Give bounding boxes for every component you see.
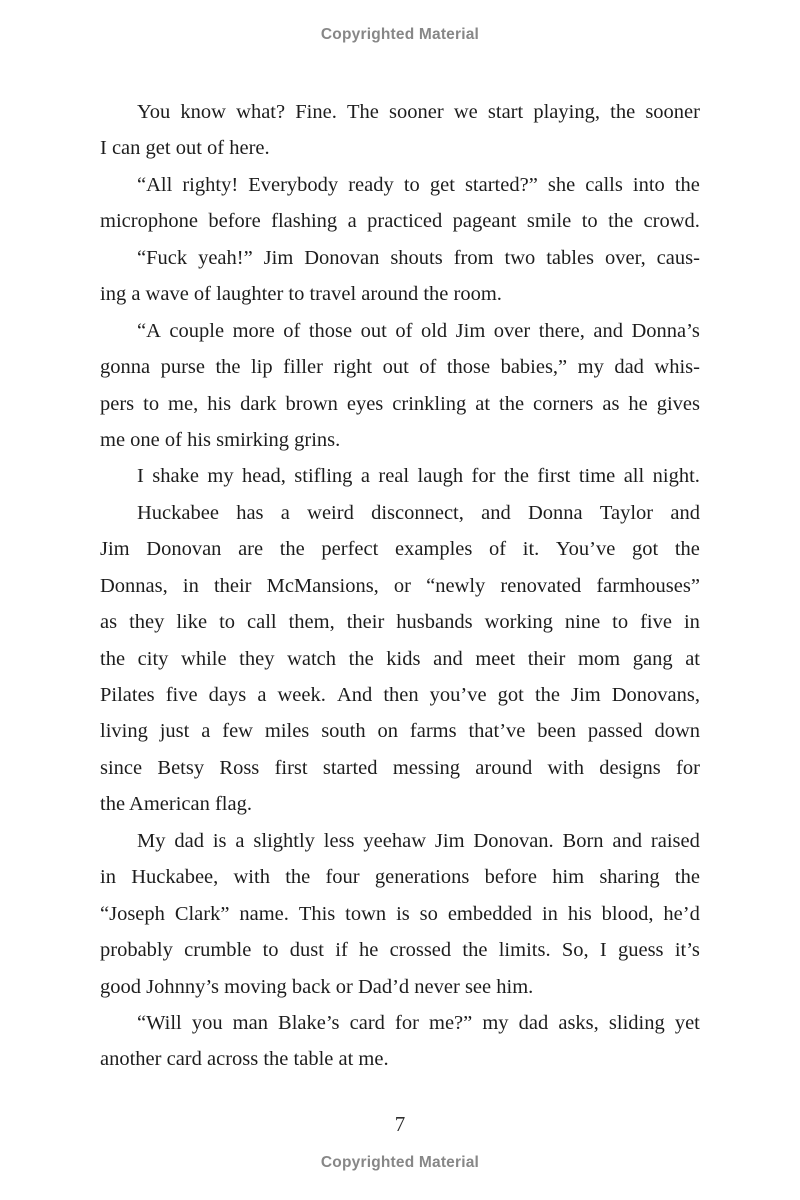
text-line: the city while they watch the kids and meet their mom gang at: [100, 647, 700, 670]
paragraph: [100, 823, 700, 1005]
text-line: “Fuck yeah!” Jim Donovan shouts from two tables over, caus-: [137, 246, 700, 269]
page-body-text: [100, 94, 700, 1078]
text-line: You know what? Fine. The sooner we start playing, the sooner: [137, 101, 700, 123]
text-line: good Johnny’s moving back or Dad’d never see him.: [100, 975, 534, 998]
text-line: pers to me, his dark brown eyes crinkling at the corners as he gives: [100, 392, 700, 415]
text-line: in Huckabee, with the four generations before him sharing the: [100, 866, 700, 889]
text-line: probably crumble to dust if he crossed the limits. So, I guess it’s: [100, 939, 700, 962]
paragraph: [100, 313, 700, 459]
text-line: Huckabee has a weird disconnect, and Donna Taylor and: [137, 501, 700, 524]
text-line: “Joseph Clark” name. This town is so embedded in his blood, he’d: [100, 902, 700, 925]
text-line: living just a few miles south on farms that’ve been passed down: [100, 720, 700, 743]
text-line: another card across the table at me.: [100, 1048, 389, 1071]
paragraph: [100, 240, 700, 313]
paragraph: [100, 458, 700, 494]
text-line: as they like to call them, their husbands working nine to five in: [100, 611, 700, 634]
text-line: Donnas, in their McMansions, or “newly renovated farmhouses”: [100, 574, 700, 597]
page-number: 7: [394, 1112, 406, 1136]
paragraph: [100, 167, 700, 240]
paragraph: [100, 1005, 700, 1078]
text-line: My dad is a slightly less yeehaw Jim Donovan. Born and raised: [137, 829, 700, 852]
text-line: “All righty! Everybody ready to get started?” she calls into the: [137, 173, 700, 196]
paragraph: [100, 94, 700, 167]
text-line: me one of his smirking grins.: [100, 428, 341, 451]
copyright-notice-top: Copyrighted Material: [320, 26, 480, 43]
text-line: Pilates five days a week. And then you’ve got the Jim Donovans,: [100, 684, 700, 706]
copyright-notice-bottom: Copyrighted Material: [320, 1154, 480, 1171]
text-line: microphone before flashing a practiced pageant smile to the crowd.: [100, 210, 700, 233]
text-line: “Will you man Blake’s card for me?” my dad asks, sliding yet: [137, 1011, 700, 1034]
paragraph: [100, 495, 700, 823]
text-line: ing a wave of laughter to travel around the room.: [100, 283, 502, 306]
text-line: since Betsy Ross first started messing around with designs for: [100, 756, 700, 779]
text-line: I shake my head, stifling a real laugh for the first time all night.: [137, 465, 700, 488]
text-line: I can get out of here.: [100, 137, 270, 160]
text-line: Jim Donovan are the perfect examples of it. You’ve got the: [100, 538, 700, 561]
text-line: “A couple more of those out of old Jim over there, and Donna’s: [137, 319, 700, 342]
text-line: gonna purse the lip filler right out of those babies,” my dad whis-: [100, 356, 700, 379]
text-line: the American flag.: [100, 793, 252, 816]
